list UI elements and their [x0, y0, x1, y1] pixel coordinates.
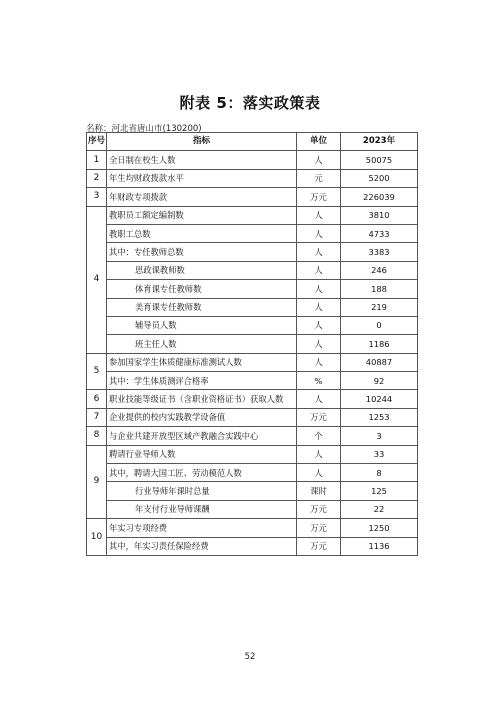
table-row — [87, 169, 418, 187]
header-unit: 单位 — [297, 133, 341, 151]
row-indicator: 辅导员人数 — [107, 316, 297, 334]
row-value: 8 — [341, 464, 418, 482]
row-unit: 人 — [297, 224, 341, 242]
row-indicator: 企业提供的校内实践教学设备值 — [107, 408, 297, 426]
header-indicator: 指标 — [107, 133, 297, 151]
row-value: 4733 — [341, 224, 418, 242]
row-seq: 8 — [87, 427, 107, 445]
row-indicator: 参加国家学生体质健康标准测试人数 — [107, 353, 297, 371]
row-value: 1253 — [341, 408, 418, 426]
row-unit: 人 — [297, 298, 341, 316]
table-row — [87, 427, 418, 445]
row-seq: 3 — [87, 188, 107, 206]
table-header-row — [87, 133, 418, 151]
page-title: 附表 5：落实政策表 — [179, 94, 321, 112]
row-unit: 人 — [297, 390, 341, 408]
table-row — [87, 390, 418, 408]
row-indicator: 与企业共建开放型区域产教融合实践中心 — [107, 427, 297, 445]
row-unit: 人 — [297, 316, 341, 334]
row-value: 226039 — [341, 188, 418, 206]
table-row — [87, 243, 418, 261]
table-row — [87, 335, 418, 353]
table-row — [87, 298, 418, 316]
table-row — [87, 519, 418, 537]
table-row — [87, 151, 418, 169]
table-row — [87, 316, 418, 334]
row-unit: 万元 — [297, 188, 341, 206]
row-unit: 万元 — [297, 408, 341, 426]
row-unit: 人 — [297, 206, 341, 224]
row-value: 246 — [341, 261, 418, 279]
table-body — [87, 151, 418, 556]
row-seq: 5 — [87, 353, 107, 390]
table-row — [87, 500, 418, 518]
row-unit: 元 — [297, 169, 341, 187]
row-value: 1250 — [341, 519, 418, 537]
row-unit: 人 — [297, 353, 341, 371]
row-unit: 万元 — [297, 519, 341, 537]
row-seq: 4 — [87, 206, 107, 353]
row-indicator: 年支付行业导师课酬 — [107, 500, 297, 518]
table-row — [87, 224, 418, 242]
row-unit: 万元 — [297, 537, 341, 555]
table-row — [87, 482, 418, 500]
row-indicator: 其中：专任教师总数 — [107, 243, 297, 261]
row-value: 92 — [341, 372, 418, 390]
row-indicator: 年生均财政拨款水平 — [107, 169, 297, 187]
row-unit: 人 — [297, 243, 341, 261]
row-indicator: 全日制在校生人数 — [107, 151, 297, 169]
row-value: 50075 — [341, 151, 418, 169]
table-row — [87, 445, 418, 463]
row-value: 1136 — [341, 537, 418, 555]
table-row — [87, 261, 418, 279]
row-indicator: 思政课教师数 — [107, 261, 297, 279]
row-value: 5200 — [341, 169, 418, 187]
row-value: 3383 — [341, 243, 418, 261]
row-indicator: 年财政专项拨款 — [107, 188, 297, 206]
row-value: 125 — [341, 482, 418, 500]
row-unit: % — [297, 372, 341, 390]
row-value: 3 — [341, 427, 418, 445]
row-indicator: 年实习专项经费 — [107, 519, 297, 537]
row-unit: 个 — [297, 427, 341, 445]
row-value: 188 — [341, 280, 418, 298]
row-indicator: 其中，年实习责任保险经费 — [107, 537, 297, 555]
row-unit: 人 — [297, 464, 341, 482]
row-indicator: 班主任人数 — [107, 335, 297, 353]
header-year: 2023年 — [341, 133, 418, 151]
row-indicator: 聘请行业导师人数 — [107, 445, 297, 463]
row-value: 1186 — [341, 335, 418, 353]
table-row — [87, 464, 418, 482]
row-value: 10244 — [341, 390, 418, 408]
row-unit: 课时 — [297, 482, 341, 500]
row-value: 40887 — [341, 353, 418, 371]
table-row — [87, 280, 418, 298]
row-value: 0 — [341, 316, 418, 334]
region-name-label: 名称：河北省唐山市(130200) — [86, 124, 202, 134]
row-unit: 人 — [297, 261, 341, 279]
row-indicator: 职业技能等级证书（含职业资格证书）获取人数 — [107, 390, 297, 408]
table-row — [87, 206, 418, 224]
row-value: 22 — [341, 500, 418, 518]
row-unit: 人 — [297, 445, 341, 463]
row-seq: 7 — [87, 408, 107, 426]
policy-table — [86, 132, 418, 556]
row-indicator: 教职员工额定编制数 — [107, 206, 297, 224]
row-indicator: 教职工总数 — [107, 224, 297, 242]
row-unit: 人 — [297, 335, 341, 353]
row-indicator: 体育课专任教师数 — [107, 280, 297, 298]
row-seq: 6 — [87, 390, 107, 408]
row-indicator: 美育课专任教师数 — [107, 298, 297, 316]
row-indicator: 其中，聘请大国工匠、劳动模范人数 — [107, 464, 297, 482]
row-unit: 人 — [297, 280, 341, 298]
row-value: 219 — [341, 298, 418, 316]
row-value: 3810 — [341, 206, 418, 224]
row-value: 33 — [341, 445, 418, 463]
row-seq: 9 — [87, 445, 107, 519]
table-row — [87, 408, 418, 426]
header-seq: 序号 — [87, 133, 107, 151]
row-seq: 10 — [87, 519, 107, 556]
table-row — [87, 188, 418, 206]
table-row — [87, 537, 418, 555]
table-row — [87, 372, 418, 390]
page-number: 52 — [244, 652, 256, 662]
row-indicator: 其中：学生体质测评合格率 — [107, 372, 297, 390]
row-seq: 1 — [87, 151, 107, 169]
row-seq: 2 — [87, 169, 107, 187]
row-unit: 万元 — [297, 500, 341, 518]
table-row — [87, 353, 418, 371]
row-indicator: 行业导师年课时总量 — [107, 482, 297, 500]
row-unit: 人 — [297, 151, 341, 169]
